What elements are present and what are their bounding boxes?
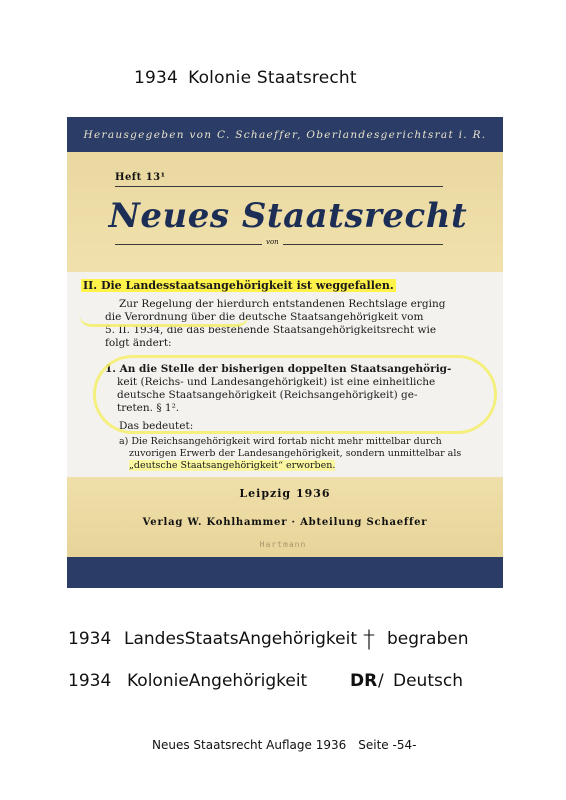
row-term: KolonieAngehörigkeit — [127, 671, 308, 691]
title-year: 1934 — [134, 68, 179, 88]
heft-number: Heft 13¹ — [115, 172, 166, 183]
row-term: LandesStaatsAngehörigkeit — [124, 629, 358, 649]
publication-place: Leipzig 1936 — [239, 487, 331, 500]
excerpt-line: folgt ändert: — [105, 337, 172, 349]
cover-title: Neues Staatsrecht — [108, 196, 468, 236]
row-dr: DR — [350, 671, 378, 691]
footer-page-number: Seite -54- — [358, 738, 417, 752]
excerpt-line: 5. II. 1934, die das bestehende Staatsangehörigkeitsrecht wie — [105, 324, 437, 336]
publisher: Verlag W. Kohlhammer · Abteilung Schaeffer — [142, 517, 428, 528]
excerpt-line: keit (Reichs- und Landesangehörigkeit) ist eine einheitliche — [117, 376, 436, 388]
highlight-underline — [79, 314, 249, 327]
excerpt-text-panel — [67, 272, 503, 477]
page-title — [134, 68, 357, 88]
excerpt-line: a) Die Reichsangehörigkeit wird fortab nicht mehr mittelbar durch — [119, 436, 442, 447]
excerpt-line: die Verordnung über die deutsche Staatsangehörigkeit vom — [105, 311, 424, 323]
cover-publisher-area — [67, 477, 503, 557]
excerpt-line: Das bedeutet: — [119, 420, 194, 432]
cover-vom: von — [262, 238, 283, 246]
title-text: Kolonie Staatsrecht — [188, 68, 357, 88]
row-year: 1934 — [68, 671, 112, 691]
excerpt-line: zuvorigen Erwerb der Landesangehörigkeit, sondern unmittelbar als — [129, 448, 462, 459]
excerpt-line: treten. § 1². — [117, 402, 180, 414]
divider — [115, 186, 443, 187]
excerpt-line: Zur Regelung der hierdurch entstandenen Rechtslage erging — [119, 298, 446, 310]
owner-stamp: Hartmann — [259, 540, 307, 549]
row-year: 1934 — [68, 629, 112, 649]
excerpt-line: deutsche Staatsangehörigkeit (Reichsangehörigkeit) ge- — [117, 389, 418, 401]
scanned-book-cover — [67, 117, 503, 588]
page-footer — [152, 738, 416, 752]
cover-header-text: Herausgegeben von C. Schaeffer, Oberlandesgerichtsrat i. R. — [83, 128, 487, 141]
excerpt-line: „deutsche Staatsangehörigkeit“ erworben. — [129, 460, 336, 471]
row-verb: begraben — [387, 629, 469, 649]
footer-source: Neues Staatsrecht Auflage 1936 — [152, 738, 347, 752]
cover-footer-band — [67, 557, 503, 588]
row-language: Deutsch — [393, 671, 463, 691]
statement-row-kolonie — [68, 671, 508, 695]
excerpt-line: 1. An die Stelle der bisherigen doppelten Staatsangehörig- — [105, 363, 452, 375]
statement-row-landes — [68, 625, 508, 653]
row-slash: / — [378, 671, 384, 691]
cover-header-band — [67, 117, 503, 152]
excerpt-line: II. Die Landesstaatsangehörigkeit ist weggefallen. — [83, 279, 394, 292]
cross-icon: † — [363, 625, 375, 653]
